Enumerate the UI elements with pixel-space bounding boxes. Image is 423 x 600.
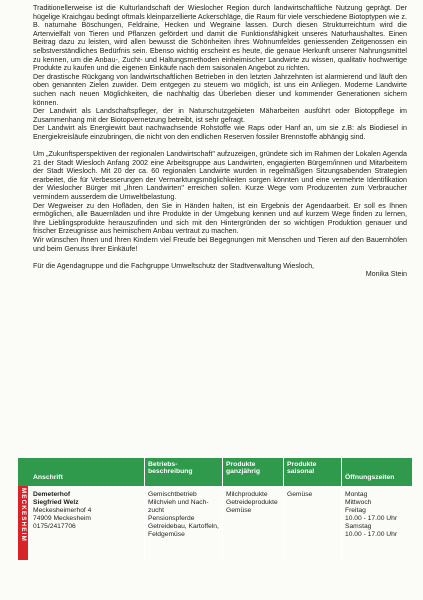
cell-produkte-ganzjaehrig: Milchprodukte Getreideprodukte Gemüse: [226, 491, 278, 515]
paragraph: Um „Zukunftsperspektiven der regionalen Landwirtschaft" aufzuzeigen, gründete sich im Rahmen der Lokalen Agenda 21 der Stadt Wiesloch Anfang 2002 eine Arbeitsgruppe aus Landwirten, engagierten Bürgern/innen und Mitarbeitern der Stadt Wiesloch. Mit 20 der ca. 60 regionalen Landwirte wurden in regelmäßigen Sitzungsabenden Strategien erarbeitet, die für Verbesserungen der Vermarktungsmöglichkeiten sorgen könnten und eine vermehrte Identifikation der Wieslocher Bürger mit „Ihren Landwirten" erreichen sollen. Kurze Wege vom Produzenten zum Verbraucher vermindern ausserdem die Umweltbelastung.: [33, 150, 407, 202]
paragraph: Der drastische Rückgang von landwirtschaftlichen Betrieben in den letzten Jahrzehnten ist alarmierend und läuft den oben genannten Zielen zuwider. Dem entgegen zu steuern wo möglich, ist uns ein Anliegen. Moderne Landwirte suchen nach neuen Möglichkeiten, die nachhaltig das Überleben dieser und kommender Generationen sichern können.: [33, 72, 407, 107]
header-produkte-ganzjaehrig: Produkte ganzjährig: [226, 461, 260, 476]
farm-address: Meckesheimerhof 4 74909 Meckesheim 0175/2417706: [33, 507, 92, 531]
column-divider: [222, 458, 223, 560]
paragraph: Wir wünschen Ihnen und Ihren Kindern viel Freude bei Begegnungen mit Menschen und Tieren auf den Bauernhöfen und beim Genuss Ihrer Einkäufe!: [33, 236, 407, 253]
table-header: [18, 458, 412, 486]
cell-produkte-saisonal: Gemüse: [287, 491, 313, 498]
header-anschrift: Anschrift: [33, 474, 63, 481]
header-oeffnungszeiten: Öffnungszeiten: [345, 474, 395, 481]
table-row: [18, 486, 412, 560]
cell-anschrift: [30, 486, 144, 531]
column-divider: [144, 458, 145, 560]
cell-oeffnungszeiten: Montag Mittwoch Freitag 10.00 - 17.00 Uhr Samstag 10.00 - 17.00 Uhr: [345, 491, 398, 539]
paragraph: Der Landwirt als Landschaftspfleger, der in Naturschutzgebieten Mäharbeiten ausführt oder Biotoppflege im Zusammenhang mit der Biotopvernetzung betreibt, ist sehr gefragt.: [33, 107, 407, 124]
column-divider: [341, 458, 342, 560]
farm-name: Demeterhof Siegfried Welz: [33, 491, 79, 507]
header-betriebsbeschreibung: Betriebs- beschreibung: [148, 461, 193, 476]
column-divider: [283, 458, 284, 560]
signature-line: Für die Agendagruppe und die Fachgruppe Umweltschutz der Stadtverwaltung Wiesloch,: [33, 261, 315, 270]
header-produkte-saisonal: Produkte saisonal: [287, 461, 317, 476]
signature-name: Monika Stein: [365, 270, 407, 279]
cell-betriebsbeschreibung: Gemischtbetrieb Milchvieh und Nach- zucht Pensionspferde Getreidebau, Kartoffeln, Feldgemüse: [148, 491, 219, 539]
paragraph: Der Wegweiser zu den Hofläden, den Sie in Händen halten, ist ein Ergebnis der Agendaarbeit. Er soll es Ihnen ermöglichen, alle Bauernläden und ihre Produkte in der Umgebung kennen und auf kurzem Wege finden zu lernen, Ihre Lieblingsprodukte herauszufinden und sich mit den Hintergründen der so wichtigen Produktion genauer und frischer Erzeugnisse aus heimischem Anbau vertraut zu machen.: [33, 201, 407, 236]
farm-shop-table: [18, 458, 412, 560]
paragraph: Der Landwirt als Energiewirt baut nachwachsende Rohstoffe wie Raps oder Hanf an, um sie z.B: als Biodiesel in Energiekreisläufe einzubringen, die nicht von den endlichen Reserven fossiler Brennstoffe abhängig sind.: [33, 124, 407, 141]
body-text: [33, 4, 407, 279]
location-label: MECKESHEIM: [18, 486, 28, 560]
paragraph: Traditionellerweise ist die Kulturlandschaft der Wieslocher Region durch landwirtschaftliche Nutzung geprägt. Der hügelige Kraichgau bedingt oftmals kleinparzellierte Ackerschläge, die Raum für viele verschiedene Biotoptypen wie z. B. naturnahe Böschungen, Feldraine, Hecken und Wegraine lassen. Durch diesen Strukturreichtum wird die Artenvielfalt von Tieren und Pflanzen gefördert und damit die Funktionsfähigkeit unseres Naturhaushaltes. Einen Beitrag dazu zu leisten, wird allen bewusst die Schönheiten ihres Wohnumfeldes geniessenden Zeitgenossen ein selbstverständliches Bedürfnis sein. Ebenso wichtig erscheint es heute, die genaue Herkunft unserer Nahrungsmittel zu kennen, um die Anbau-, Zucht- und Haltungsmethoden einheimischer Landwirte zu wissen, qualitativ hochwertige Produkte zu kaufen und die eigenen Einkäufe nach dem saisonalen Angebot zu richten.: [33, 4, 407, 73]
